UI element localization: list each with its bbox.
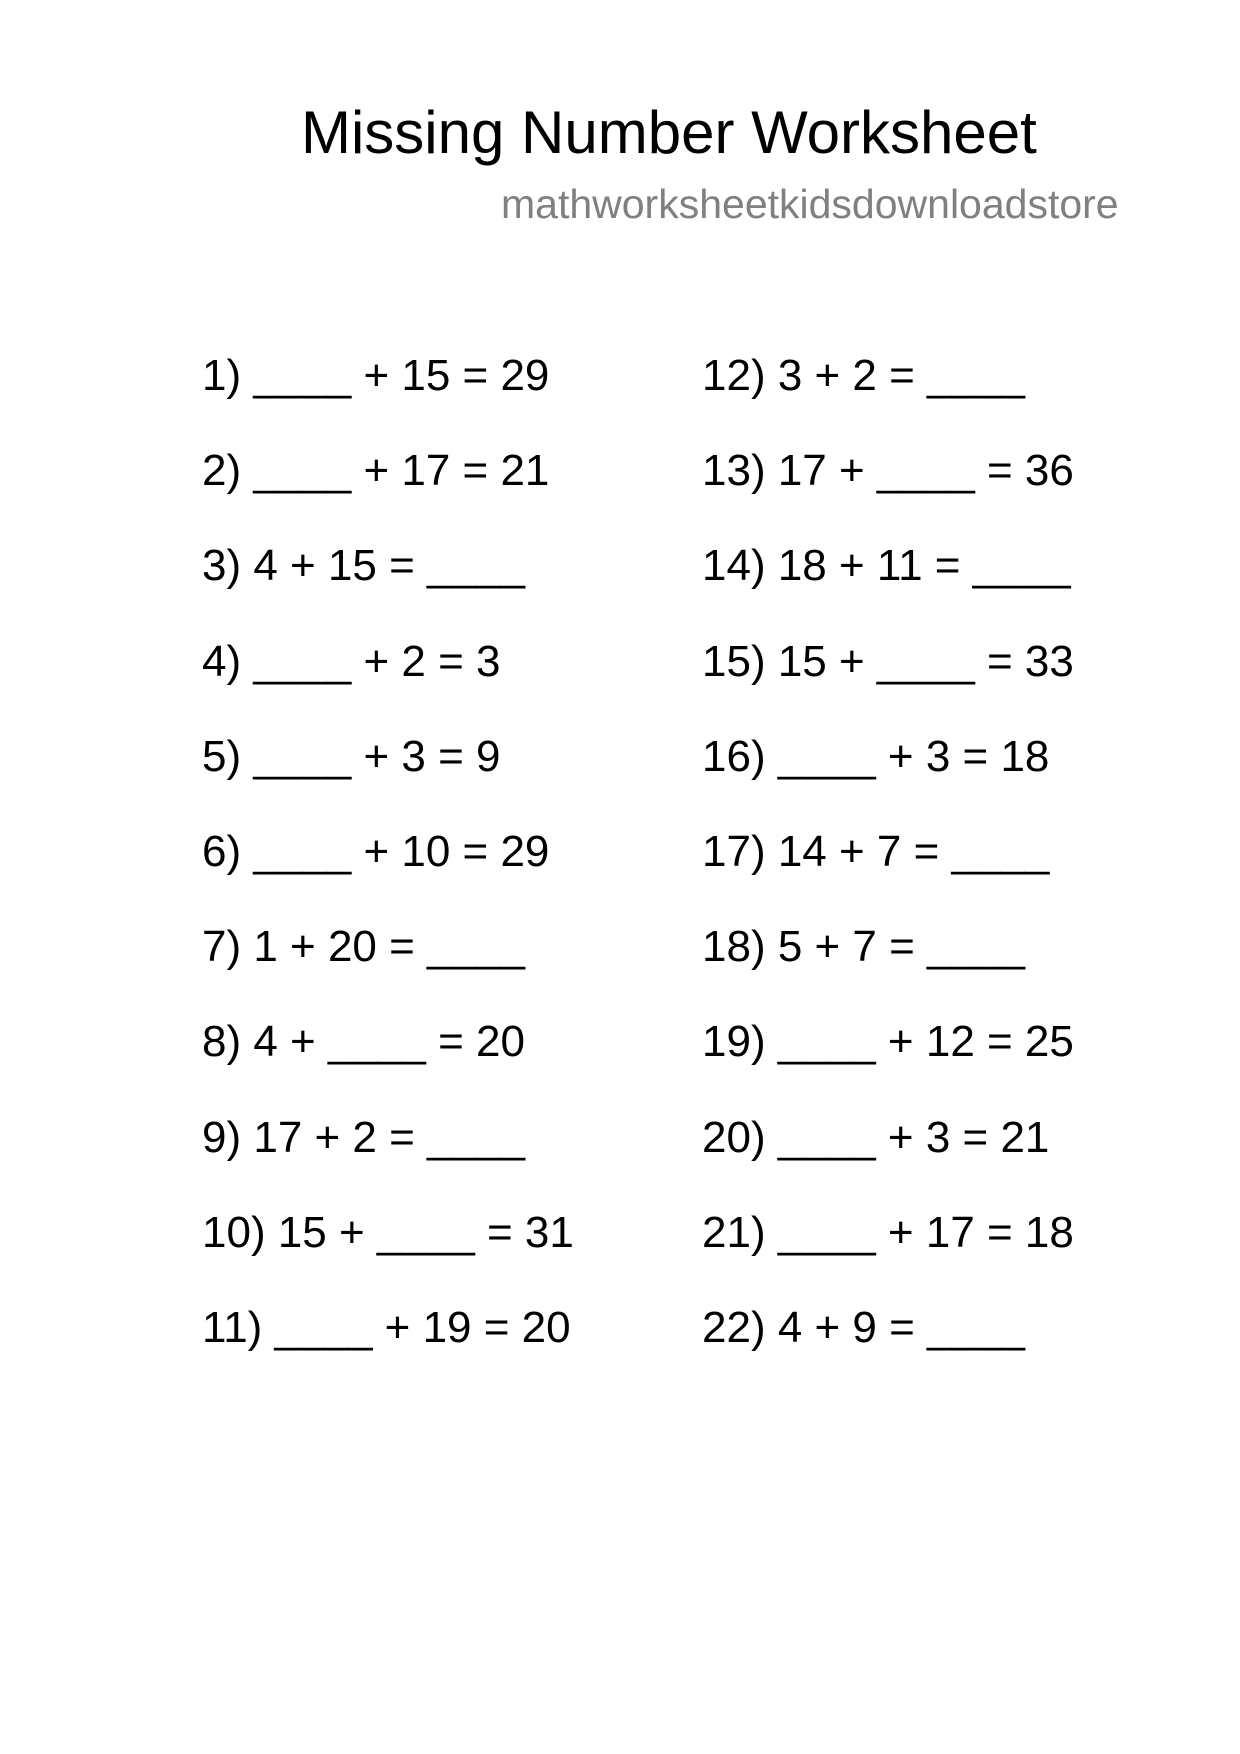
- problem-15: 15) 15 + ____ = 33: [702, 636, 1074, 686]
- problem-20: 20) ____ + 3 = 21: [702, 1112, 1050, 1162]
- problem-3: 3) 4 + 15 = ____: [202, 541, 525, 591]
- problem-column-right: [702, 350, 1074, 1397]
- problem-9: 9) 17 + 2 = ____: [202, 1112, 525, 1162]
- problem-6: 6) ____ + 10 = 29: [202, 826, 550, 876]
- problem-5: 5) ____ + 3 = 9: [202, 731, 501, 781]
- problem-19: 19) ____ + 12 = 25: [702, 1017, 1074, 1067]
- problem-18: 18) 5 + 7 = ____: [702, 922, 1025, 972]
- problem-10: 10) 15 + ____ = 31: [202, 1207, 574, 1257]
- problem-12: 12) 3 + 2 = ____: [702, 351, 1025, 400]
- problem-17: 17) 14 + 7 = ____: [702, 826, 1050, 876]
- problem-2: 2) ____ + 17 = 21: [202, 446, 550, 496]
- problem-14: 14) 18 + 11 = ____: [702, 541, 1071, 591]
- problem-7: 7) 1 + 20 = ____: [202, 922, 525, 972]
- problem-1: 1) ____ + 15 = 29: [202, 351, 550, 400]
- problem-column-left: [202, 350, 574, 1397]
- problem-22: 22) 4 + 9 = ____: [702, 1302, 1025, 1352]
- problem-11: 11) ____ + 19 = 20: [202, 1302, 571, 1352]
- problem-16: 16) ____ + 3 = 18: [702, 731, 1050, 781]
- worksheet-title: Missing Number Worksheet: [301, 99, 1037, 166]
- problem-8: 8) 4 + ____ = 20: [202, 1017, 525, 1067]
- problem-21: 21) ____ + 17 = 18: [702, 1207, 1074, 1257]
- problem-4: 4) ____ + 2 = 3: [202, 636, 501, 686]
- problem-13: 13) 17 + ____ = 36: [702, 446, 1074, 496]
- worksheet-source-subtitle: mathworksheetkidsdownloadstore: [501, 181, 1119, 227]
